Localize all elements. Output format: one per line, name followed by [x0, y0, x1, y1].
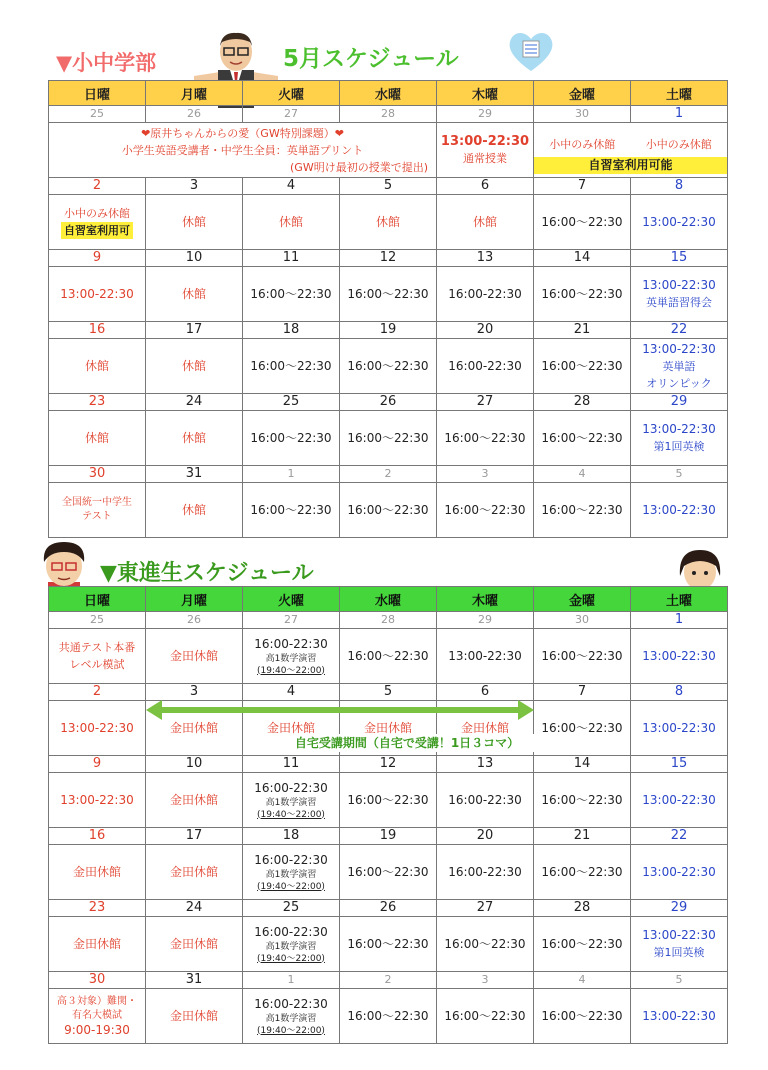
day-cell: 16:00～22:30 — [534, 989, 631, 1044]
class-name: 高1数学演習 — [265, 869, 317, 880]
day-number: 27 — [243, 612, 340, 629]
day-number: 16 — [49, 322, 146, 339]
day-number: 8 — [631, 684, 728, 701]
day-number: 27 — [437, 394, 534, 411]
weekday-wed: 水曜 — [340, 81, 437, 106]
day-cell — [631, 917, 728, 972]
day-number: 29 — [631, 900, 728, 917]
day-cell: 金田休館 — [146, 773, 243, 828]
weekday-mon: 月曜 — [146, 587, 243, 612]
heart-icon — [505, 27, 557, 75]
cell-text: 13:00-22:30 — [642, 278, 716, 292]
weekday-tue: 火曜 — [243, 81, 340, 106]
weekday-sat: 土曜 — [631, 587, 728, 612]
day-cell: 金田休館 — [146, 701, 243, 756]
weekday-thu: 木曜 — [437, 81, 534, 106]
fri-sat-cell — [534, 123, 728, 178]
day-number: 26 — [146, 106, 243, 123]
class-time: (19:40～22:00) — [257, 1025, 325, 1036]
day-cell: 13:00-22:30 — [631, 195, 728, 250]
cell-text: テスト — [82, 511, 112, 522]
day-number: 28 — [534, 900, 631, 917]
day-cell — [49, 629, 146, 684]
day-number: 6 — [437, 684, 534, 701]
day-cell: 金田休館 — [146, 989, 243, 1044]
day-number: 3 — [146, 684, 243, 701]
class-time: (19:40～22:00) — [257, 953, 325, 964]
gw-notice-line3: (GW明け最初の授業で提出) — [290, 160, 428, 174]
day-number: 15 — [631, 250, 728, 267]
day-number: 23 — [49, 900, 146, 917]
home-study-note: 自宅受講期間（自宅で受講！1日３コマ） — [262, 734, 552, 752]
gw-notice — [49, 123, 437, 178]
cell-text: 13:00-22:30 — [642, 928, 716, 942]
day-number: 15 — [631, 756, 728, 773]
day-cell: 休館 — [49, 411, 146, 466]
section-label-toshin: ▼東進生スケジュール — [100, 561, 314, 586]
day-number: 8 — [631, 178, 728, 195]
day-cell: 16:00～22:30 — [340, 845, 437, 900]
section-label-elementary: ▼小中学部 — [56, 51, 157, 75]
day-number: 3 — [437, 466, 534, 483]
day-number: 11 — [243, 756, 340, 773]
day-number: 26 — [146, 612, 243, 629]
day-number: 2 — [340, 972, 437, 989]
study-room-available: 自習室利用可能 — [534, 157, 727, 174]
weekday-thu: 木曜 — [437, 587, 534, 612]
day-cell: 16:00～22:30 — [534, 483, 631, 538]
day-cell: 16:00～22:30 — [534, 773, 631, 828]
cell-text: 13:00-22:30 — [642, 341, 716, 356]
day-number: 27 — [437, 900, 534, 917]
day-number: 27 — [243, 106, 340, 123]
day-number: 17 — [146, 828, 243, 845]
day-number: 13 — [437, 756, 534, 773]
day-cell: 13:00-22:30 — [631, 845, 728, 900]
day-number: 22 — [631, 322, 728, 339]
day-cell: 16:00～22:30 — [534, 267, 631, 322]
day-cell: 金田休館 — [49, 845, 146, 900]
day-cell: 16:00～22:30 — [243, 411, 340, 466]
day-number: 20 — [437, 322, 534, 339]
day-cell: 休館 — [146, 411, 243, 466]
day-number: 12 — [340, 250, 437, 267]
day-cell: 13:00-22:30 — [49, 701, 146, 756]
cell-text: 13:00-22:30 — [642, 422, 716, 436]
thu-time: 13:00-22:30 — [440, 134, 530, 149]
page-title: 5月スケジュール — [283, 46, 459, 72]
day-cell: 休館 — [146, 339, 243, 394]
day-number: 2 — [49, 178, 146, 195]
day-number: 22 — [631, 828, 728, 845]
study-room-badge: 自習室利用可 — [61, 222, 133, 239]
day-cell: 金田休館 — [243, 701, 340, 756]
day-cell: 16:00～22:30 — [534, 701, 631, 756]
day-cell — [631, 339, 728, 394]
day-cell: 16:00～22:30 — [340, 267, 437, 322]
day-number: 14 — [534, 756, 631, 773]
day-number: 9 — [49, 756, 146, 773]
day-cell: 16:00～22:30 — [534, 917, 631, 972]
day-cell — [243, 773, 340, 828]
day-number: 31 — [146, 972, 243, 989]
day-cell — [49, 483, 146, 538]
cell-text: レベル模試 — [69, 658, 125, 671]
day-number: 26 — [340, 394, 437, 411]
day-number: 30 — [534, 612, 631, 629]
day-number: 14 — [534, 250, 631, 267]
day-cell: 休館 — [243, 195, 340, 250]
day-number: 9 — [49, 250, 146, 267]
event-note: 英単語 — [662, 359, 696, 373]
cell-text: 共通テスト本番 — [58, 641, 136, 654]
day-cell — [631, 267, 728, 322]
day-number: 10 — [146, 756, 243, 773]
fri-note: 小中のみ休館 — [549, 138, 616, 151]
day-cell: 金田休館 — [437, 701, 534, 756]
weekday-sat: 土曜 — [631, 81, 728, 106]
day-number: 31 — [146, 466, 243, 483]
day-cell: 16:00～22:30 — [243, 483, 340, 538]
weekday-fri: 金曜 — [534, 587, 631, 612]
day-cell — [243, 629, 340, 684]
day-number: 20 — [437, 828, 534, 845]
weekday-sun: 日曜 — [49, 81, 146, 106]
day-cell: 13:00-22:30 — [437, 629, 534, 684]
class-time: (19:40～22:00) — [257, 665, 325, 676]
day-number: 25 — [243, 900, 340, 917]
day-number: 16 — [49, 828, 146, 845]
weekday-sun: 日曜 — [49, 587, 146, 612]
day-number: 1 — [631, 612, 728, 629]
day-number: 5 — [340, 178, 437, 195]
day-number: 7 — [534, 684, 631, 701]
day-number: 2 — [340, 466, 437, 483]
day-cell: 13:00-22:30 — [49, 773, 146, 828]
day-number: 1 — [631, 106, 728, 123]
day-cell: 16:00～22:30 — [340, 773, 437, 828]
class-name: 高1数学演習 — [265, 797, 317, 808]
day-number: 28 — [340, 612, 437, 629]
day-cell: 16:00～22:30 — [340, 989, 437, 1044]
day-number: 4 — [534, 972, 631, 989]
event-note: オリンピック — [646, 376, 712, 390]
day-number: 5 — [340, 684, 437, 701]
day-cell: 休館 — [437, 195, 534, 250]
day-cell — [243, 845, 340, 900]
day-cell: 13:00-22:30 — [631, 629, 728, 684]
day-number: 3 — [437, 972, 534, 989]
gw-notice-line2: 小学生英語受講者・中学生全員：英単語プリント — [121, 143, 364, 157]
cell-text: 16:00-22:30 — [254, 780, 328, 795]
day-number: 17 — [146, 322, 243, 339]
event-note: 第1回英検 — [653, 440, 705, 453]
day-number: 4 — [243, 178, 340, 195]
day-number: 25 — [243, 394, 340, 411]
day-cell: 金田休館 — [146, 629, 243, 684]
day-number: 23 — [49, 394, 146, 411]
cell-text: 16:00-22:30 — [254, 636, 328, 651]
day-number: 28 — [340, 106, 437, 123]
day-cell: 16:00～22:30 — [534, 629, 631, 684]
day-cell: 16:00-22:30 — [437, 845, 534, 900]
day-cell: 16:00～22:30 — [534, 339, 631, 394]
day-cell: 金田休館 — [146, 845, 243, 900]
day-cell: 13:00-22:30 — [631, 773, 728, 828]
day-cell — [243, 989, 340, 1044]
day-number: 4 — [534, 466, 631, 483]
cell-text: 16:00-22:30 — [254, 996, 328, 1011]
cell-text: 16:00-22:30 — [254, 852, 328, 867]
day-cell: 休館 — [146, 267, 243, 322]
day-number: 6 — [437, 178, 534, 195]
day-cell: 16:00～22:30 — [243, 339, 340, 394]
class-time: (19:40～22:00) — [257, 809, 325, 820]
weekday-fri: 金曜 — [534, 81, 631, 106]
class-time: (19:40～22:00) — [257, 881, 325, 892]
cell-text: 有名大模試 — [72, 1010, 122, 1021]
day-cell: 休館 — [340, 195, 437, 250]
day-cell: 16:00～22:30 — [340, 339, 437, 394]
sat-note: 小中のみ休館 — [645, 138, 712, 151]
day-cell: 休館 — [146, 195, 243, 250]
day-number: 21 — [534, 322, 631, 339]
day-cell: 13:00-22:30 — [631, 483, 728, 538]
day-number: 21 — [534, 828, 631, 845]
cell-text: 高３対象）難関・ — [57, 996, 137, 1007]
day-cell: 金田休館 — [146, 917, 243, 972]
day-cell: 金田休館 — [49, 917, 146, 972]
class-name: 高1数学演習 — [265, 1013, 317, 1024]
day-number: 19 — [340, 828, 437, 845]
day-number: 26 — [340, 900, 437, 917]
day-number: 18 — [243, 322, 340, 339]
day-number: 1 — [243, 466, 340, 483]
day-cell — [243, 917, 340, 972]
elementary-calendar — [48, 80, 728, 538]
day-number: 13 — [437, 250, 534, 267]
day-number: 30 — [49, 972, 146, 989]
home-study-arrow — [146, 698, 534, 722]
cell-text: 16:00-22:30 — [254, 924, 328, 939]
day-cell: 16:00～22:30 — [534, 411, 631, 466]
day-number: 30 — [49, 466, 146, 483]
thu-note: 通常授業 — [463, 152, 507, 165]
day-number: 4 — [243, 684, 340, 701]
day-number: 24 — [146, 394, 243, 411]
day-cell: 16:00～22:30 — [534, 195, 631, 250]
day-cell: 16:00-22:30 — [437, 773, 534, 828]
day-number: 29 — [437, 106, 534, 123]
day-cell: 休館 — [146, 483, 243, 538]
day-cell: 13:00-22:30 — [49, 267, 146, 322]
day-cell: 13:00-22:30 — [631, 989, 728, 1044]
day-cell: 16:00～22:30 — [534, 845, 631, 900]
day-cell: 16:00～22:30 — [340, 917, 437, 972]
day-cell — [437, 123, 534, 178]
day-number: 29 — [631, 394, 728, 411]
day-number: 25 — [49, 612, 146, 629]
day-cell: 16:00～22:30 — [437, 411, 534, 466]
event-note: 第1回英検 — [653, 946, 705, 959]
gw-notice-line1: ❤原井ちゃんからの愛（GW特別課題）❤ — [141, 126, 344, 140]
day-cell — [49, 989, 146, 1044]
day-number: 18 — [243, 828, 340, 845]
day-cell: 16:00～22:30 — [340, 411, 437, 466]
day-number: 29 — [437, 612, 534, 629]
day-cell: 16:00-22:30 — [437, 339, 534, 394]
day-cell: 休館 — [49, 339, 146, 394]
day-cell: 16:00～22:30 — [437, 483, 534, 538]
day-number: 1 — [243, 972, 340, 989]
day-number: 7 — [534, 178, 631, 195]
day-cell: 16:00-22:30 — [437, 267, 534, 322]
day-cell: 16:00～22:30 — [340, 483, 437, 538]
day-number: 3 — [146, 178, 243, 195]
day-cell: 13:00-22:30 — [631, 701, 728, 756]
day-cell: 金田休館 — [340, 701, 437, 756]
day-number: 28 — [534, 394, 631, 411]
day-number: 5 — [631, 466, 728, 483]
day-number: 11 — [243, 250, 340, 267]
day-number: 5 — [631, 972, 728, 989]
day-cell: 16:00～22:30 — [437, 917, 534, 972]
cell-text: 小中のみ休館 — [64, 207, 130, 220]
day-number: 30 — [534, 106, 631, 123]
cell-text: 9:00-19:30 — [64, 1023, 130, 1037]
day-number: 10 — [146, 250, 243, 267]
day-number: 24 — [146, 900, 243, 917]
event-note: 英単語習得会 — [646, 296, 712, 309]
day-cell: 16:00～22:30 — [340, 629, 437, 684]
weekday-mon: 月曜 — [146, 81, 243, 106]
day-number: 12 — [340, 756, 437, 773]
weekday-wed: 水曜 — [340, 587, 437, 612]
toshin-calendar — [48, 586, 728, 1044]
day-number: 19 — [340, 322, 437, 339]
day-cell: 16:00～22:30 — [437, 989, 534, 1044]
day-cell — [49, 195, 146, 250]
class-name: 高1数学演習 — [265, 941, 317, 952]
weekday-tue: 火曜 — [243, 587, 340, 612]
day-number: 2 — [49, 684, 146, 701]
cell-text: 全国統一中学生 — [62, 497, 132, 508]
class-name: 高1数学演習 — [265, 653, 317, 664]
day-number: 25 — [49, 106, 146, 123]
day-cell — [631, 411, 728, 466]
day-cell: 16:00～22:30 — [243, 267, 340, 322]
